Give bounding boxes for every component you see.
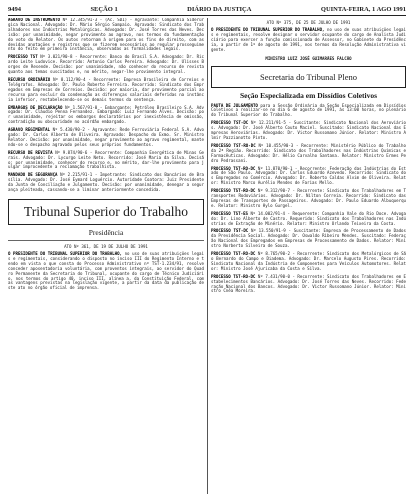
paragraph-body: Nº 12.211/91-5 - Suscitante: Sindicato Nacional dos Aeroviários. Advogado: Dr. José Alberto Couto Maciel. Suscitado: Sindicato Nacional das Empresas Aeroviárias. Advogado: Dr. Victor Russomano Júnior. Relator: Ministro Almir Pazzianotto Pinto. xyxy=(211,120,406,140)
paragraph xyxy=(211,212,406,227)
paragraph-body: Nº 5.430/90-2 - Agravante: Rede Ferroviária Federal S.A. Advogado: Dr. Carlos Alberto de Oliveira. Agravado: Despacho do Exmo. Sr. Ministro Relator. Decisão: por unanimidade, negar provimento ao agravo regimental, mantendo-se o despacho agravado pelos seus próprios fundamentos. xyxy=(8,127,204,147)
paragraph xyxy=(211,104,406,119)
paragraph-lead: RECURSO ORDINÁRIO xyxy=(8,76,51,82)
paragraph-body: Nº 10.455/90-3 - Recorrente: Ministério Público do Trabalho da 2ª Região. Recorrido: Sindicato dos Trabalhadores nas Indústrias Químicas e Farmacêuticas. Advogado: Dr. Hélio Carvalho Santana. Relator: Ministro Ermes Pedro Pedrassani. xyxy=(211,142,406,163)
presidencia-subtitle: Presidência xyxy=(88,228,124,237)
left-bottom-paragraphs xyxy=(8,252,204,291)
paragraph-lead: PROCESSO TST-RO-DC xyxy=(211,188,256,194)
paragraph-lead: PROCESSO TST-DC xyxy=(211,120,249,126)
paragraph-lead: PROCESSO TST-RO-DC xyxy=(211,251,256,257)
paragraph-body: no uso de suas atribuições legais e regimentais, resolve designar o servidor ocupante do cargo de Analista Judiciário para exercer a função comissionada de Assessor, no Gabinete da Presidência, a partir de 1º de agosto de 1991, nos termos da Resolução Administrativa vigente. xyxy=(211,27,406,52)
paragraph-lead: PROCESSO TST-RO-DC xyxy=(211,165,256,171)
journal-title: DIÁRIO DA JUSTIÇA xyxy=(187,6,252,13)
paragraph-lead: PAUTA DE JULGAMENTO xyxy=(211,102,258,108)
paragraph-body: Nº 9.312/90-7 - Recorrente: Sindicato dos Trabalhadores em Transportes Rodoviários. Advogado: Dr. Nilton Correia. Recorrido: Sindicato das Empresas de Transportes de Passageiros. Advogado: Dr. Paulo Eduardo Albuquerque. Relator: Ministro Hylo Gurgel. xyxy=(211,188,406,208)
paragraph-lead: RECURSO DE REVISTA xyxy=(8,149,53,155)
signature: MINISTRO LUIZ JOSÉ GUIMARÃES FALCÃO xyxy=(265,55,352,61)
paragraph-lead: EMBARGOS DE DECLARAÇÃO xyxy=(8,104,63,110)
paragraph xyxy=(8,151,204,171)
paragraph-lead: AGRAVO REGIMENTAL xyxy=(8,127,51,133)
paragraph-lead: O PRESIDENTE DO TRIBUNAL SUPERIOR DO TRABALHO, xyxy=(8,251,123,256)
paragraph xyxy=(8,173,204,193)
page-header xyxy=(8,4,406,16)
right-bottom-paragraphs xyxy=(211,104,406,295)
paragraph xyxy=(211,28,406,53)
secao-subtitle: Seção Especializada em Dissídios Coletivos xyxy=(239,90,378,100)
paragraph xyxy=(211,252,406,272)
paragraph xyxy=(211,167,406,187)
paragraph-body: Nº 7.431/90-0 - Recorrente: Sindicato dos Trabalhadores em Estabelecimentos Bancários. Advogado: Dr. José Torres das Neves. Recorrido: Federação Nacional dos Bancos. Advogado: Dr. Victor Russomano Júnior. Relator: Ministro Cnéa Moreira. xyxy=(211,273,406,294)
paragraph-lead: PROCESSO TST-RO-DC xyxy=(211,142,256,148)
paragraph xyxy=(8,252,204,291)
paragraph-lead: O PRESIDENTE DO TRIBUNAL SUPERIOR DO TRABALHO, xyxy=(211,27,325,32)
paragraph-lead: PROCESSO TST-ES xyxy=(211,210,248,216)
paragraph-lead: PROCESSO TST-DC xyxy=(211,228,249,234)
left-top-paragraphs xyxy=(8,18,204,193)
paragraph xyxy=(8,18,204,52)
paragraph-lead: PROCESSO TST xyxy=(8,54,38,60)
paragraph-body: Nº 8.112/90-4 - Recorrente: Empresa Brasileira de Correios e Telégrafos. Advogado: Dr. Paulo Roberto Ferreira. Recorrido: Sindicato dos Empregados em Empresas de Correios. Decisão: por maioria, dar provimento parcial ao recurso para excluir da condenação as diferenças salariais deferidas na instância inferior, restabelecendo-se os demais termos da sentença. xyxy=(8,76,204,102)
paragraph-body: Nº 14.002/91-4 - Requerente: Companhia Vale do Rio Doce. Advogado: Dr. Lino Alberto de Castro. Requerido: Sindicato dos Trabalhadores nas Indústrias de Extração de Minério. Relator: Ministro Orlando Teixeira da Costa. xyxy=(211,210,406,226)
paragraph xyxy=(8,106,204,126)
page-number: 9494 xyxy=(8,6,21,13)
paragraph-body: Nº 8.765/90-2 - Recorrente: Sindicato dos Metalúrgicos de São Bernardo do Campo e Diadema. Advogado: Dr. Marcelo Augusto Pires. Recorrido: Sindicato Nacional da Indústria de Componentes para Veículos Automotores. Relator: Ministro José Ajuricaba da Costa e Silva. xyxy=(211,251,406,271)
paragraph xyxy=(8,55,204,75)
paragraph-lead: MANDADO DE SEGURANÇA xyxy=(8,172,58,178)
paragraph xyxy=(8,128,204,148)
paragraph-body: Nº 3.021/90-8 - Recorrente: Banco do Brasil S.A. Advogado: Dr. Ricardo Leite Ludovice. Recorrido: Antonio Carlos Pereira. Advogado: Dr. Ulisses Borges de Resende. Decisão: por unanimidade, não conhecer do recurso de revista quanto aos temas suscitados e, no mérito, negar-lhe provimento integral. xyxy=(8,54,204,75)
ato-line-left: ATO Nº 361, DE 19 DE JULHO DE 1991 xyxy=(64,244,148,249)
paragraph-body: Nº 13.550/91-9 - Suscitante: Empresa de Processamento de Dados da Previdência Social. Advogado: Dr. Oswaldo Ribeiro Mendes. Suscitado: Federação Nacional dos Empregados em Empresas de Processamento de Dados. Relator: Ministro Norberto Silveira de Souza. xyxy=(211,228,406,249)
issue-date: QUINTA-FEIRA, 1 AGO 1991 xyxy=(320,6,406,13)
right-top-paragraphs xyxy=(211,28,406,53)
divider xyxy=(8,240,204,241)
paragraph-body: para a Sessão Ordinária da Seção Especializada em Dissídios Coletivos a realizar-se no dia 6 de agosto de 1991, às 13:00 horas, no plenário do Tribunal Superior do Trabalho. xyxy=(211,102,406,118)
paragraph-lead: PROCESSO TST-RO-DC xyxy=(211,273,256,279)
section-label: SEÇÃO 1 xyxy=(90,6,118,13)
paragraph xyxy=(211,189,406,209)
paragraph-body: Nº 1.567/91-0 - Embargante: Petróleo Brasileiro S.A. Advogado: Dr. Cláudio Penna Fernandez. Embargado: Luiz Fernando Alves. Decisão: por unanimidade, rejeitar os embargos declaratórios por inexistência de omissão, contradição ou obscuridade no acórdão embargado. xyxy=(8,104,204,125)
paragraph xyxy=(211,144,406,164)
paragraph-body: Nº 2.215/91-1 - Impetrante: Sindicato dos Bancários de Brasília. Advogado: Dr. José Eymard Loguércio. Autoridade Coatora: Juiz Presidente da Junta de Conciliação e Julgamento. Decisão: por unanimidade, denegar a segurança pleiteada, cassando-se a liminar anteriormente concedida. xyxy=(8,172,204,193)
right-column xyxy=(211,18,406,496)
paragraph-lead: AGRAVO DE INSTRUMENTO xyxy=(8,18,60,22)
paragraph-body: Nº 12.345/91-3 - (Ac. SDI) - Agravante: Companhia Siderúrgica Nacional. Advogado: Dr. Mário Sérgio Sampaio. Agravado: Sindicato dos Trabalhadores nas Indústrias Metalúrgicas. Advogado: Dr. José Torres das Neves. Decisão: por unanimidade, negar provimento ao agravo, nos termos da fundamentação do voto do Relator. Os autos retornam à origem para os fins de direito, com as devidas anotações e registros que se fizerem necessários ao regular prosseguimento do feito em primeira instância, observadas as formalidades legais. xyxy=(8,18,204,52)
paragraph xyxy=(211,275,406,295)
paragraph-body: no uso de suas atribuições legais e regimentais, considerando o disposto no inciso III do Regimento Interno e tendo em vista o que consta do Processo Administrativo nº TST-1.234/91, resolve conceder aposentadoria voluntária, com proventos integrais, ao servidor do Quadro Permanente da Secretaria do Tribunal, ocupante do cargo de Técnico Judiciário, nos termos do artigo 40, inciso III, alínea a, da Constituição Federal, com as vantagens previstas na legislação vigente, a partir da data da publicação deste ato no órgão oficial de imprensa. xyxy=(8,251,204,291)
paragraph-body: Nº 11.870/90-1 - Recorrente: Federação das Indústrias do Estado de São Paulo. Advogado: Dr. Carlos Eduardo Azevedo. Recorrido: Sindicato dos Empregados no Comércio. Advogado: Dr. Roberto Caldas Alvim de Oliveira. Relator: Ministro Marco Aurélio Mendes de Farias Mello. xyxy=(211,165,406,186)
paragraph-body: Nº 9.874/90-6 - Recorrente: Companhia Energética de Minas Gerais. Advogado: Dr. Lycurgo Leite Neto. Recorrido: José Maria da Silva. Decisão: por unanimidade, conhecer do recurso e, no mérito, dar-lhe provimento para julgar improcedente a reclamação trabalhista. xyxy=(8,149,204,170)
tst-title-box: Tribunal Superior do Trabalho xyxy=(8,199,204,225)
stp-title-box: Secretaria do Tribunal Pleno xyxy=(211,66,406,88)
paragraph xyxy=(8,78,204,103)
ato-line-right: ATO Nº 375, DE 25 DE JULHO DE 1991 xyxy=(266,20,351,25)
paragraph xyxy=(211,229,406,249)
left-column xyxy=(8,18,204,496)
paragraph xyxy=(211,121,406,141)
column-divider xyxy=(207,18,208,494)
